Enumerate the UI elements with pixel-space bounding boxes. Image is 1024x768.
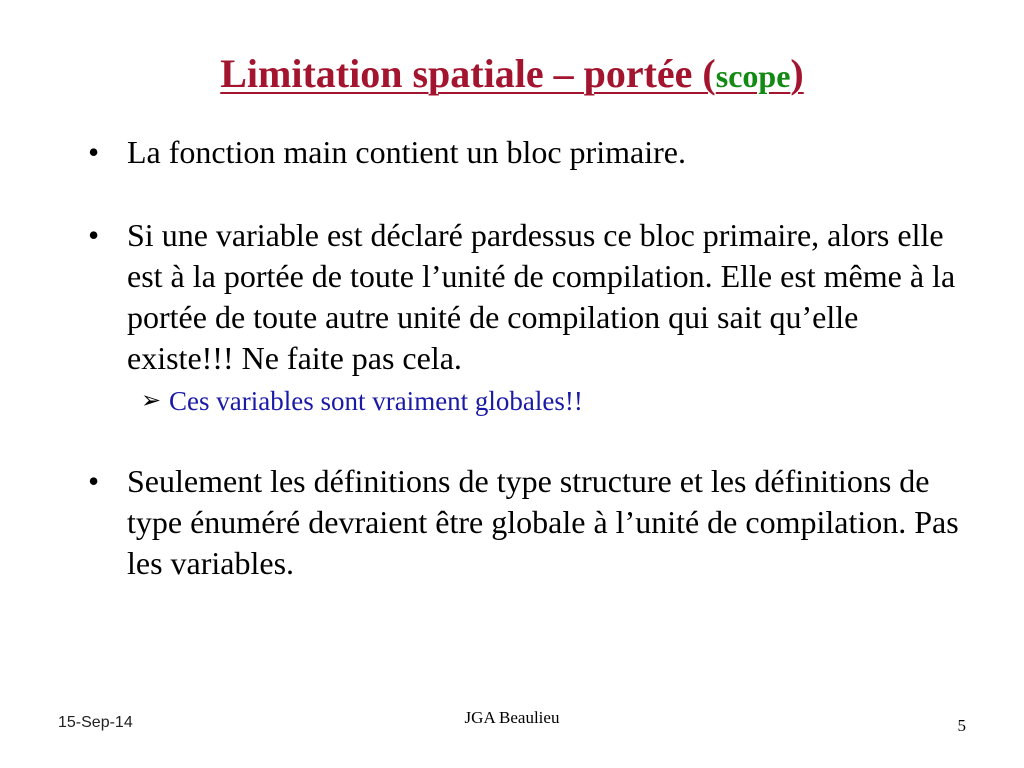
sub-bullet-item (141, 383, 968, 419)
bullet-list (88, 132, 968, 584)
footer-date: 15-Sep-14 (58, 714, 133, 731)
arrow-bullet-icon: ➢ (141, 388, 162, 414)
bullet-item-type-definitions (88, 461, 968, 584)
footer-author: JGA Beaulieu (464, 708, 560, 727)
slide-title-scope-word: scope (715, 58, 791, 94)
bullet-dot-icon: • (88, 217, 100, 253)
bullet-dot-icon: • (88, 463, 100, 499)
footer-page-number: 5 (957, 716, 966, 735)
bullet-text: La fonction main contient un bloc primaire. (127, 134, 686, 170)
sub-bullet-text: Ces variables sont vraiment globales!! (169, 386, 583, 416)
slide-title-close: ) (790, 51, 804, 96)
bullet-item-global-variable (88, 215, 968, 419)
slide-title (0, 44, 1024, 106)
slide-title-main: Limitation spatiale – portée ( (220, 51, 716, 96)
bullet-item-main-function (88, 132, 968, 173)
bullet-text: Si une variable est déclaré pardessus ce bloc primaire, alors elle est à la portée de toute l’unité de compilation. Elle est même à la portée de toute autre unité de compilation qui sait qu’elle existe!!! Ne faite pas cela. (127, 217, 956, 376)
bullet-text: Seulement les définitions de type structure et les définitions de type énuméré devraient être globale à l’unité de compilation. Pas les variables. (127, 463, 959, 581)
slide-title-text (220, 51, 803, 96)
bullet-dot-icon: • (88, 134, 100, 170)
